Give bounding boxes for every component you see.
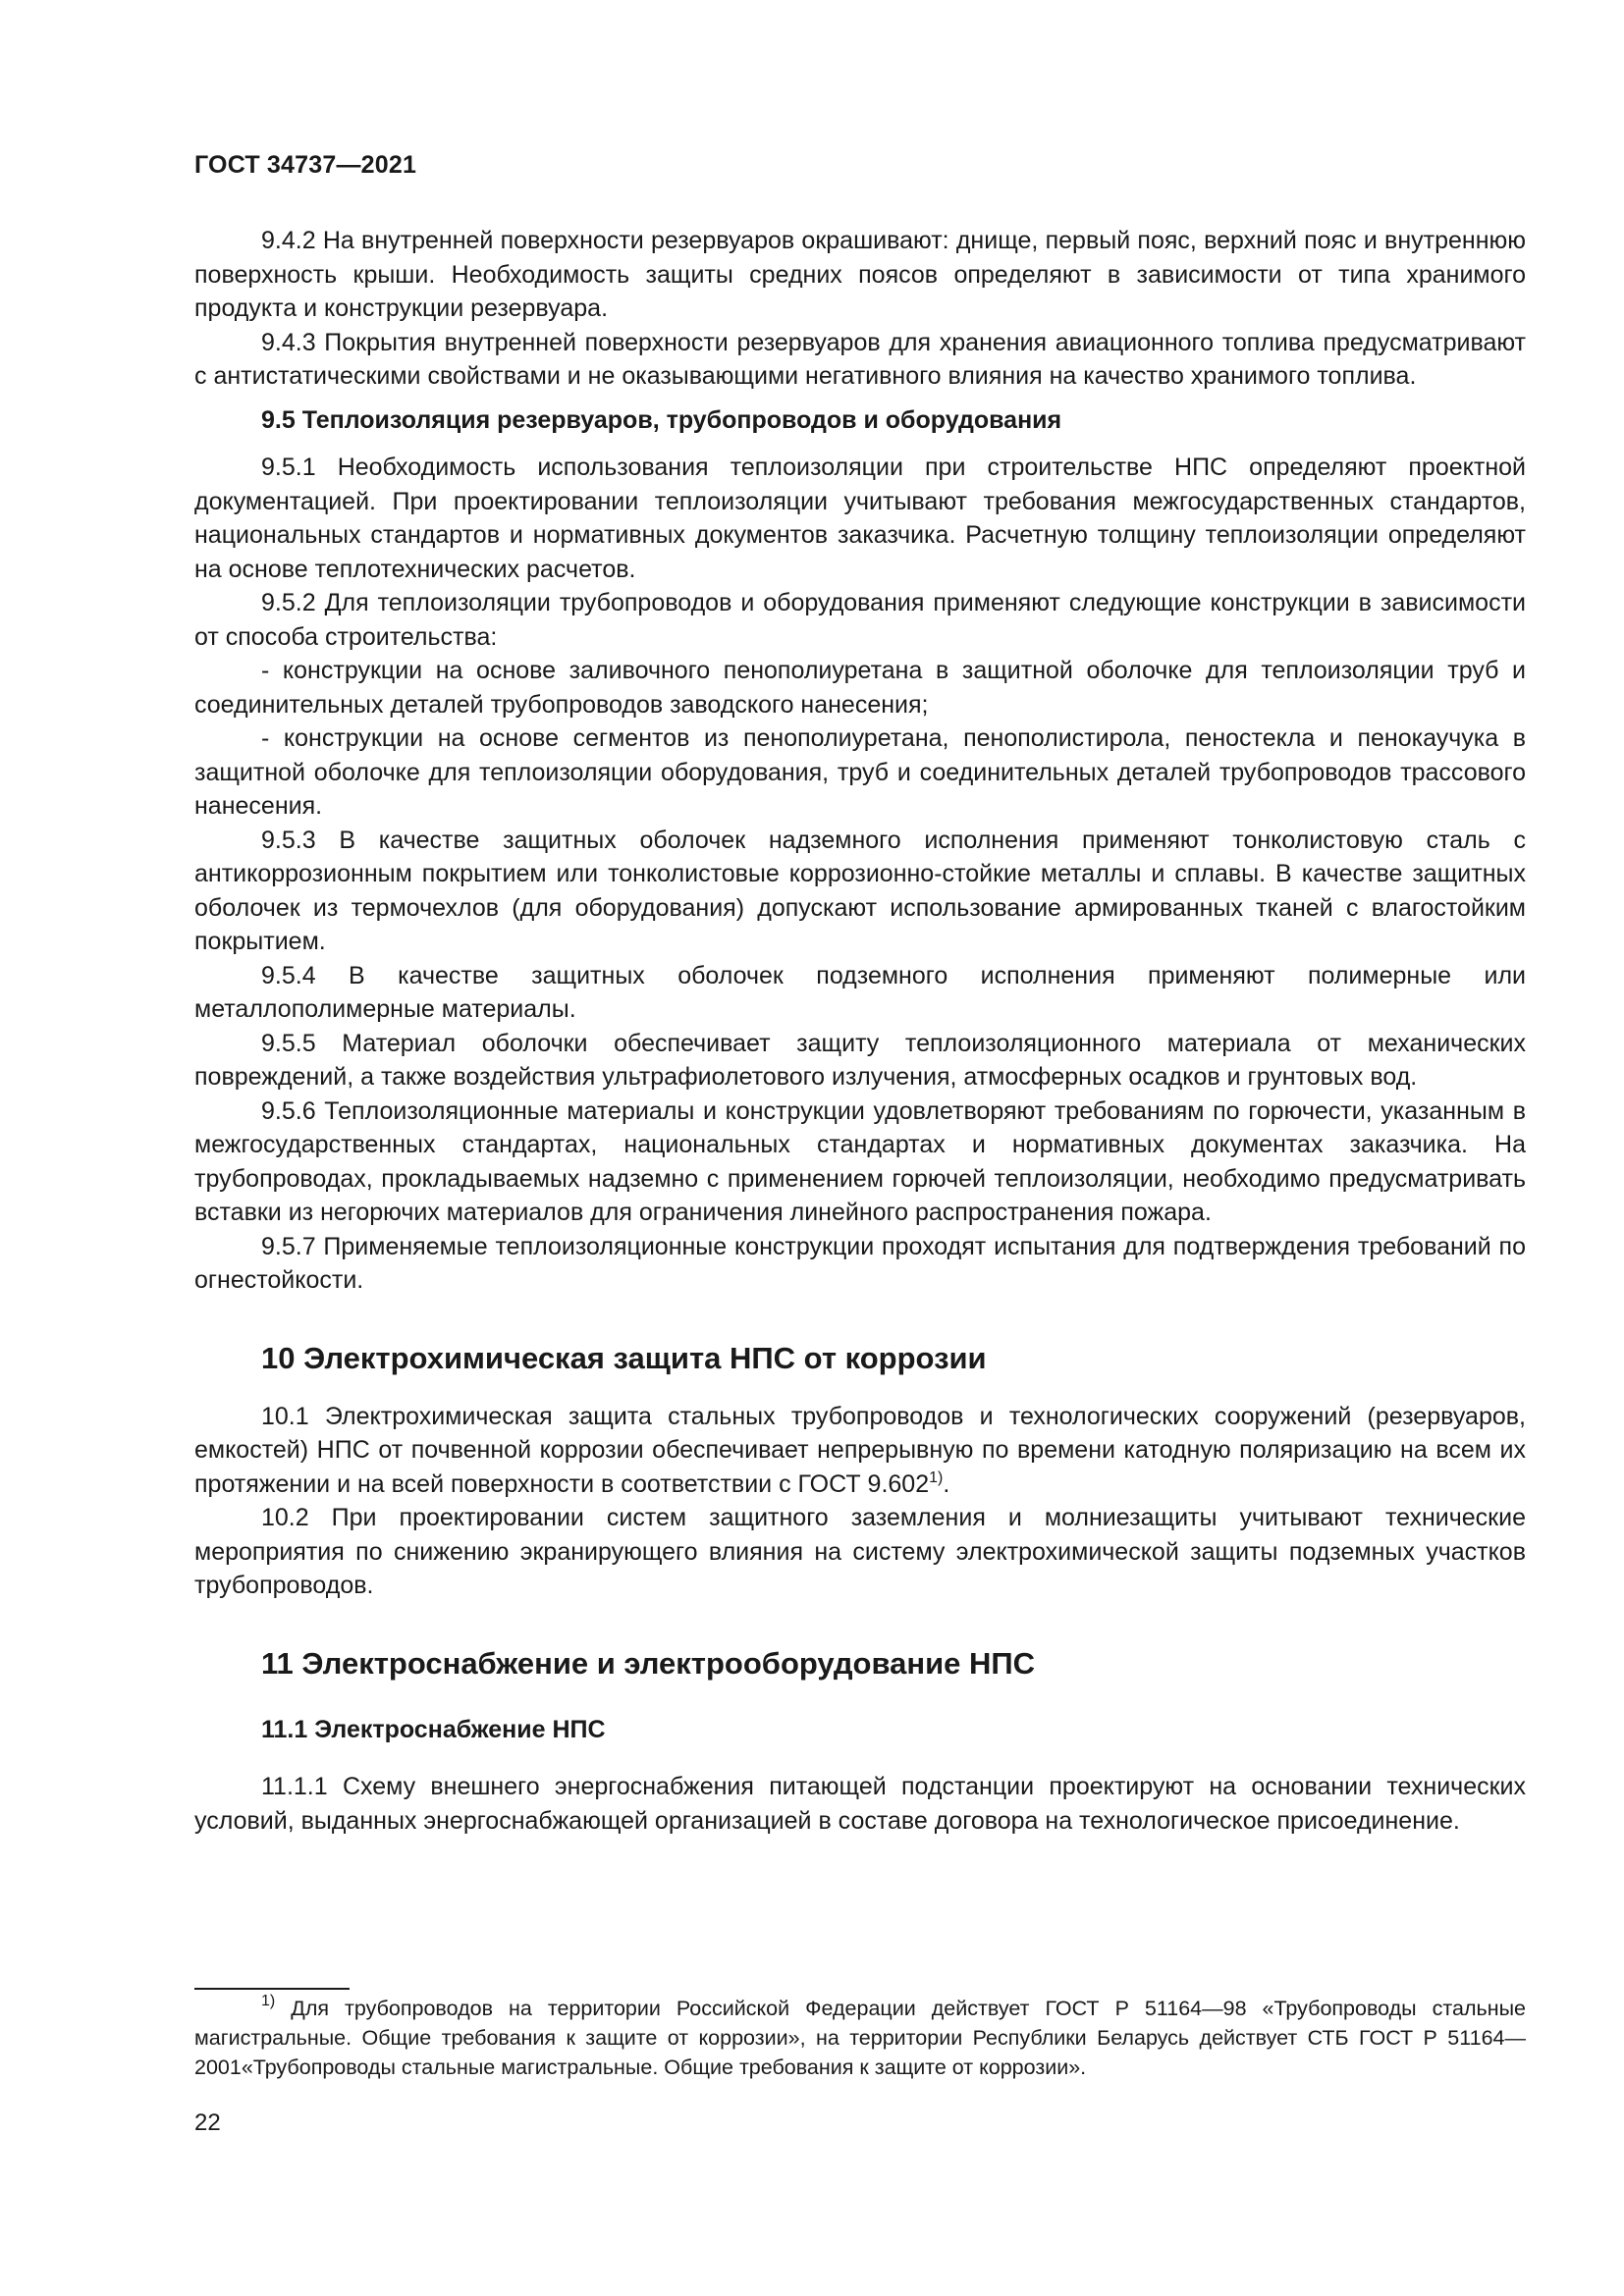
paragraph-9-4-3: 9.4.3 Покрытия внутренней поверхности резервуаров для хранения авиационного топлива предусматривают с антистатическими свойствами и не оказывающими негативного влияния на качество хранимого топлива. xyxy=(194,328,1526,390)
footnote-ref[interactable]: 1) xyxy=(929,1468,944,1486)
section-heading-11: 11 Электроснабжение и электрооборудование НПС xyxy=(261,1645,1036,1681)
page-number: 22 xyxy=(194,2109,221,2136)
footnote-marker: 1) xyxy=(261,1993,276,2009)
paragraph-10-1-text: 10.1 Электрохимическая защита стальных трубопроводов и технологических сооружений (резервуаров, емкостей) НПС от почвенной коррозии обеспечивает непрерывную по времени катодную поляризацию на всем их протяжении и на всей поверхности в соответствии с ГОСТ 9.602 xyxy=(194,1402,1526,1498)
list-item-9-5-2-a: - конструкции на основе заливочного пенополиуретана в защитной оболочке для теплоизоляции труб и соединительных деталей трубопроводов заводского нанесения; xyxy=(194,657,1526,719)
paragraph-10-2: 10.2 При проектировании систем защитного заземления и молниезащиты учитывают технические мероприятия по снижению экранирующего влияния на систему электрохимической защиты подземных участков трубопроводов. xyxy=(194,1504,1526,1599)
section-heading-10: 10 Электрохимическая защита НПС от коррозии xyxy=(261,1340,987,1375)
document-body xyxy=(194,224,1526,1838)
footnote xyxy=(194,1994,1526,2082)
paragraph-10-1-end: . xyxy=(943,1469,950,1498)
paragraph-10-1 xyxy=(194,1400,1526,1502)
paragraph-9-5-6: 9.5.6 Теплоизоляционные материалы и конструкции удовлетворяют требованиям по горючести, указанным в межгосударственных стандартах, национальных стандартах и нормативных документах заказчика. На трубопроводах, прокладываемых надземно с применением горючей теплоизоляции, необходимо предусматривать вставки из негорючих материалов для ограничения линейного распространения пожара. xyxy=(194,1096,1526,1226)
paragraph-9-4-2: 9.4.2 На внутренней поверхности резервуаров окрашивают: днище, первый пояс, верхний пояс и внутреннюю поверхность крыши. Необходимость защиты средних поясов определяют в зависимости от типа хранимого продукта и конструкции резервуара. xyxy=(194,227,1526,322)
paragraph-9-5-3: 9.5.3 В качестве защитных оболочек надземного исполнения применяют тонколистовую сталь с антикоррозионным покрытием или тонколистовые коррозионно-стойкие металлы и сплавы. В качестве защитных оболочек из термочехлов (для оборудования) допускают использование армированных тканей с влагостойким покрытием. xyxy=(194,826,1526,955)
paragraph-11-1-1: 11.1.1 Схему внешнего энергоснабжения питающей подстанции проектируют на основании технических условий, выданных энергоснабжающей организацией в составе договора на технологическое присоединение. xyxy=(194,1773,1526,1835)
paragraph-9-5-4: 9.5.4 В качестве защитных оболочек подземного исполнения применяют полимерные или металлополимерные материалы. xyxy=(194,961,1526,1023)
footnote-text: Для трубопроводов на территории Российской Федерации действует ГОСТ Р 51164—98 «Трубопроводы стальные магистральные. Общие требования к защите от коррозии», на территории Республики Беларусь действует СТБ ГОСТ Р 51164—2001«Трубопроводы стальные магистральные. Общие требования к защите от коррозии». xyxy=(194,1997,1526,2079)
paragraph-9-5-1: 9.5.1 Необходимость использования теплоизоляции при строительстве НПС определяют проектной документацией. При проектировании теплоизоляции учитывают требования межгосударственных стандартов, национальных стандартов и нормативных документов заказчика. Расчетную толщину теплоизоляции определяют на основе теплотехнических расчетов. xyxy=(194,454,1526,583)
list-item-9-5-2-b: - конструкции на основе сегментов из пенополиуретана, пенополистирола, пеностекла и пенокаучука в защитной оболочке для теплоизоляции оборудования, труб и соединительных деталей трубопроводов трассового нанесения. xyxy=(194,724,1526,820)
paragraph-9-5-7: 9.5.7 Применяемые теплоизоляционные конструкции проходят испытания для подтверждения требований по огнестойкости. xyxy=(194,1232,1526,1294)
paragraph-9-5-5: 9.5.5 Материал оболочки обеспечивает защиту теплоизоляционного материала от механических повреждений, а также воздействия ультрафиолетового излучения, атмосферных осадков и грунтовых вод. xyxy=(194,1029,1526,1091)
document-header: ГОСТ 34737—2021 xyxy=(194,151,417,179)
footnote-separator xyxy=(194,1988,350,1990)
paragraph-9-5-2: 9.5.2 Для теплоизоляции трубопроводов и оборудования применяют следующие конструкции в зависимости от способа строительства: xyxy=(194,589,1526,651)
section-heading-9-5: 9.5 Теплоизоляция резервуаров, трубопроводов и оборудования xyxy=(261,405,1062,434)
section-heading-11-1: 11.1 Электроснабжение НПС xyxy=(261,1715,606,1743)
